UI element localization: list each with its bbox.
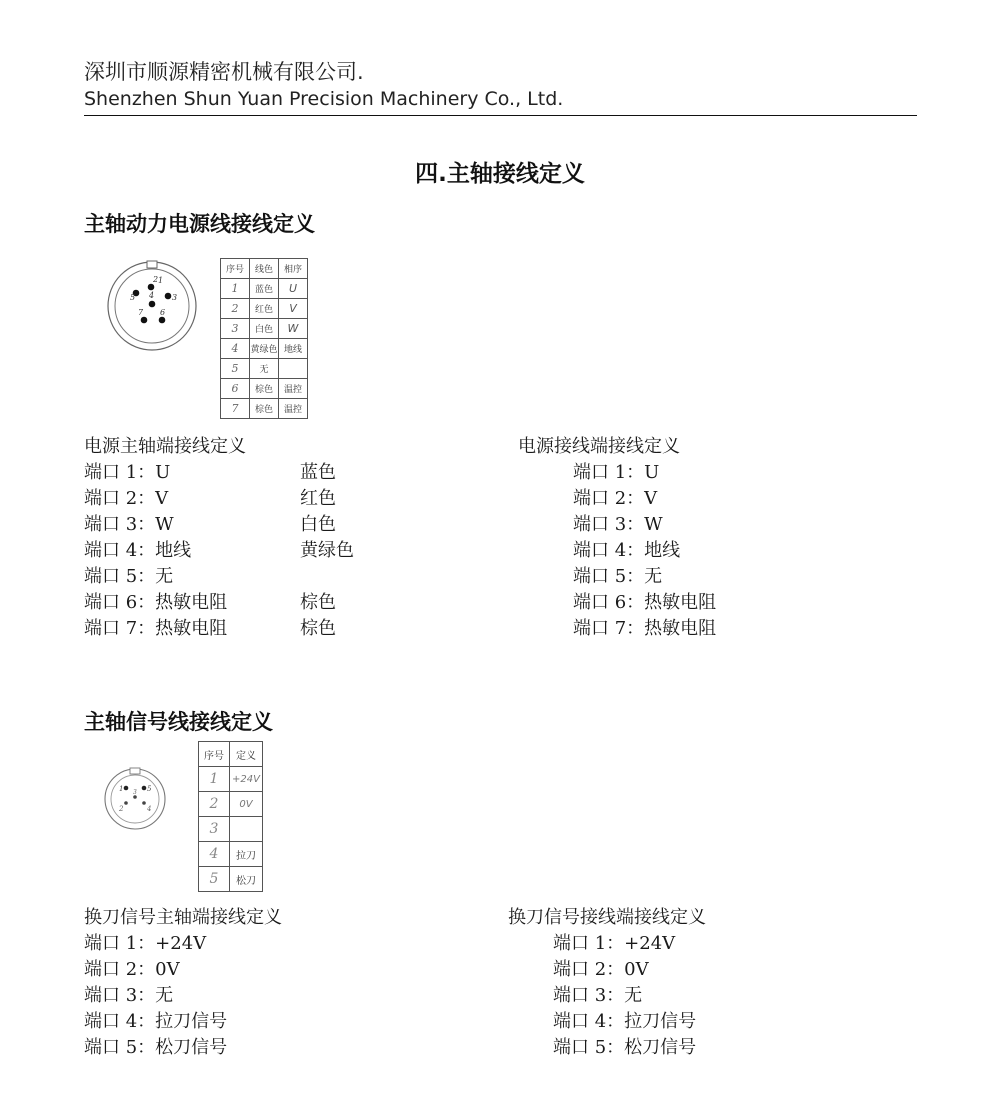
list-item: 端口 4：拉刀信号 [84,1011,228,1032]
table-header-row [221,259,308,279]
pin-5 [142,786,147,791]
pin-label-7: 7 [138,308,144,317]
table-cell: 棕色 [250,379,279,399]
signal-wire-end-title: 换刀信号接线端接线定义 [508,907,706,928]
list-item: 端口 4：拉刀信号 [553,1011,697,1032]
connector-key-notch [147,261,157,268]
list-item: 端口 5：松刀信号 [553,1037,697,1058]
list-item: 端口 3：无 [553,985,643,1006]
table-cell: 无 [250,359,279,379]
pin-3 [165,293,172,300]
table-cell: 2 [221,299,250,319]
port-label: 端口 4：地线 [84,540,192,561]
table-cell: 温控 [279,379,308,399]
list-item [84,564,246,590]
pin-4 [149,301,156,308]
list-item [84,486,336,512]
table-cell [230,817,263,842]
pin-label-5: 5 [147,785,152,793]
table-cell: V [279,299,308,319]
signal-section-title: 主轴信号线接线定义 [84,710,273,734]
pin-6 [159,317,166,324]
table-header: 序号 [221,259,250,279]
table-cell: 4 [221,339,250,359]
port-label: 端口 1：U [84,462,171,483]
table-cell: 红色 [250,299,279,319]
table-cell: 6 [221,379,250,399]
table-row [199,867,263,892]
wire-color: 黄绿色 [300,540,354,561]
table-cell: 7 [221,399,250,419]
table-cell: 5 [199,867,230,892]
pin-label-3: 3 [133,789,137,796]
header-divider [84,115,917,116]
table-header: 相序 [279,259,308,279]
list-item: 端口 3：无 [84,985,174,1006]
pin-label-6: 6 [160,308,166,317]
power-connector-diagram [104,258,200,354]
list-item: 端口 5：松刀信号 [84,1037,228,1058]
table-cell: 蓝色 [250,279,279,299]
table-cell: U [279,279,308,299]
table-cell: 1 [199,767,230,792]
wire-color: 红色 [300,488,336,509]
list-item: 端口 4：地线 [573,540,681,561]
list-item: 端口 6：热敏电阻 [573,592,717,613]
table-row [221,339,308,359]
wire-color: 棕色 [300,618,336,639]
list-item [84,538,354,564]
table-cell: 3 [221,319,250,339]
connector-key-notch [130,768,140,774]
power-section-title: 主轴动力电源线接线定义 [84,212,315,236]
table-cell: 0V [230,792,263,817]
power-pin-table [220,258,308,419]
list-item: 端口 2：V [573,488,658,509]
list-item: 端口 3：W [573,514,663,535]
list-item [84,590,336,616]
table-header: 序号 [199,742,230,767]
pin-label-3: 3 [172,293,178,302]
table-row [199,767,263,792]
table-row [199,842,263,867]
table-cell: +24V [230,767,263,792]
pin-4 [142,801,146,805]
port-label: 端口 7：热敏电阻 [84,618,228,639]
section-title: 四.主轴接线定义 [415,161,585,187]
list-item [84,512,336,538]
pin-label-2: 2 [153,275,159,284]
company-name-en: Shenzhen Shun Yuan Precision Machinery Co., Ltd. [84,88,564,110]
table-cell: W [279,319,308,339]
list-item [84,460,336,486]
power-spindle-end-list [84,434,354,642]
table-cell: 白色 [250,319,279,339]
port-label: 端口 3：W [84,514,174,535]
table-row [221,359,308,379]
power-spindle-end-title: 电源主轴端接线定义 [84,436,246,457]
list-item: 端口 1：+24V [553,933,676,954]
table-cell: 地线 [279,339,308,359]
pin-2 [124,801,128,805]
signal-connector-diagram [102,766,168,832]
list-item: 端口 7：热敏电阻 [573,618,717,639]
table-cell: 黄绿色 [250,339,279,359]
table-cell: 拉刀 [230,842,263,867]
table-cell: 棕色 [250,399,279,419]
table-header-row [199,742,263,767]
pin-7 [141,317,148,324]
port-label: 端口 5：无 [84,566,174,587]
list-item: 端口 2：0V [553,959,649,980]
list-item [84,616,336,642]
table-header: 线色 [250,259,279,279]
connector-outer-ring [105,769,165,829]
power-wire-end-list [573,460,716,642]
signal-spindle-end-list [84,905,282,1061]
connector-inner-ring [111,775,159,823]
list-item: 端口 1：+24V [84,933,207,954]
signal-wire-end-list [553,931,696,1061]
table-row [221,399,308,419]
pin-1 [124,786,129,791]
list-item: 端口 2：0V [84,959,180,980]
table-row [199,792,263,817]
pin-label-1: 1 [158,276,164,285]
signal-spindle-end-title: 换刀信号主轴端接线定义 [84,907,282,928]
table-cell: 3 [199,817,230,842]
table-cell: 4 [199,842,230,867]
pin-1 [148,284,155,291]
wire-color: 蓝色 [300,462,336,483]
wire-color: 白色 [300,514,336,535]
table-cell [279,359,308,379]
table-row [221,279,308,299]
table-row [221,299,308,319]
company-name-cn: 深圳市顺源精密机械有限公司. [84,60,364,84]
pin-label-1: 1 [119,785,124,793]
list-item: 端口 5：无 [573,566,663,587]
pin-label-5: 5 [130,293,136,302]
table-cell: 1 [221,279,250,299]
table-row [221,319,308,339]
pin-label-2: 2 [119,805,124,813]
table-row [221,379,308,399]
power-wire-end-title: 电源接线端接线定义 [518,436,680,457]
pin-label-4: 4 [149,291,155,300]
signal-pin-table [198,741,263,892]
table-cell: 温控 [279,399,308,419]
list-item: 端口 1：U [573,462,660,483]
table-cell: 2 [199,792,230,817]
table-cell: 5 [221,359,250,379]
table-row [199,817,263,842]
port-label: 端口 2：V [84,488,169,509]
pin-label-4: 4 [147,805,152,813]
wire-color: 棕色 [300,592,336,613]
table-cell: 松刀 [230,867,263,892]
port-label: 端口 6：热敏电阻 [84,592,228,613]
table-header: 定义 [230,742,263,767]
